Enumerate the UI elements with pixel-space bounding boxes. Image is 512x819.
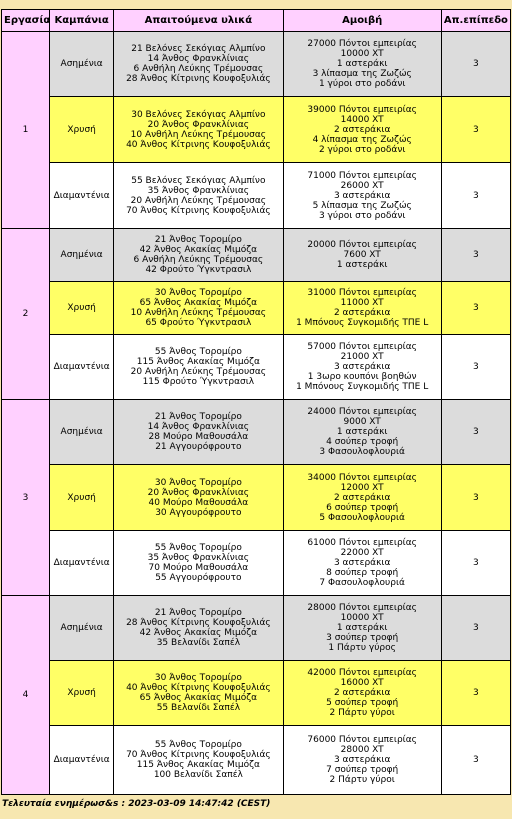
header-campaign: Καμπάνια	[50, 10, 113, 31]
required-level: 3	[442, 229, 510, 281]
material-item: 21 Άνθος Τορομίρο	[154, 608, 242, 618]
header-row	[2, 10, 510, 31]
material-item: 21 Άνθος Τορομίρο	[154, 412, 242, 422]
required-materials	[114, 335, 282, 399]
reward-item: 3 αστεράκια	[333, 362, 391, 372]
required-materials	[114, 97, 282, 162]
material-item: 30 Άνθος Τορομίρο	[154, 673, 242, 683]
material-item: 42 Φρούτο Ύγκντρασιλ	[145, 265, 252, 275]
reward-item: 16000 XT	[340, 678, 384, 688]
campaign-name: Διαμαντένια	[50, 531, 113, 595]
reward-item: 5 Φασουλοφλουριά	[319, 512, 405, 523]
material-item: 6 Ανθήλη Λεύκης Τρέμουσας	[133, 64, 264, 74]
reward-item: 76000 Πόντοι εμπειρίας	[307, 735, 417, 745]
material-item: 65 Άνθος Ακακίας Μιμόζα	[139, 693, 258, 703]
material-item: 28 Μούρο Μαθουσάλα	[148, 432, 249, 442]
header-reward: Αμοιβή	[284, 10, 441, 31]
reward-list	[284, 661, 441, 725]
material-item: 115 Άνθος Ακακίας Μιμόζα	[136, 357, 260, 367]
reward-item: 61000 Πόντοι εμπειρίας	[307, 538, 417, 548]
quest-3-gold-row	[2, 465, 510, 530]
quest-4-diamond-row	[2, 726, 510, 794]
campaign-name: Ασημένια	[50, 400, 113, 464]
reward-item: 10000 XT	[340, 49, 384, 59]
material-item: 35 Άνθος Φρανκλίνιας	[147, 185, 250, 196]
material-item: 115 Φρούτο Ύγκντρασιλ	[142, 377, 255, 387]
header-quest: Εργασία	[2, 10, 49, 31]
reward-list	[284, 531, 441, 595]
required-level: 3	[442, 400, 510, 464]
reward-list	[284, 229, 441, 281]
reward-item: 2 αστεράκια	[333, 124, 391, 135]
last-updated-footer: Τελευταία ενημέρωσ&s : 2023-03-09 14:47:42 (CEST)	[2, 799, 271, 809]
material-item: 6 Ανθήλη Λεύκης Τρέμουσας	[133, 255, 264, 265]
reward-item: 3 αστεράκια	[333, 558, 391, 568]
material-item: 42 Άνθος Ακακίας Μιμόζα	[139, 628, 258, 638]
material-item: 10 Ανθήλη Λεύκης Τρέμουσας	[130, 308, 267, 318]
reward-item: 20000 Πόντοι εμπειρίας	[307, 240, 417, 250]
reward-item: 2 γύροι στο ροδάνι	[318, 144, 406, 155]
quest-number: 3	[2, 400, 49, 595]
quest-table-body	[2, 32, 510, 794]
reward-item: 9000 XT	[343, 417, 381, 427]
reward-list	[284, 726, 441, 794]
required-level: 3	[442, 465, 510, 530]
reward-list	[284, 97, 441, 162]
reward-item: 2 Πάρτυ γύροι	[329, 775, 395, 785]
reward-item: 31000 Πόντοι εμπειρίας	[307, 288, 417, 298]
quest-4-silver-row	[2, 596, 510, 660]
material-item: 55 Άνθος Τορομίρο	[154, 347, 242, 357]
reward-item: 39000 Πόντοι εμπειρίας	[307, 104, 417, 115]
required-level: 3	[442, 282, 510, 334]
material-item: 70 Άνθος Κίτρινης Κουφοξυλιάς	[126, 750, 271, 760]
reward-item: 11000 XT	[340, 298, 384, 308]
quest-1-silver-row	[2, 32, 510, 96]
reward-item: 57000 Πόντοι εμπειρίας	[307, 342, 417, 352]
reward-item: 34000 Πόντοι εμπειρίας	[307, 472, 417, 483]
reward-list	[284, 335, 441, 399]
reward-item: 28000 Πόντοι εμπειρίας	[307, 603, 417, 613]
required-level: 3	[442, 163, 510, 228]
campaign-name: Χρυσή	[50, 661, 113, 725]
reward-item: 6 σούπερ τροφή	[326, 502, 399, 513]
reward-item: 27000 Πόντοι εμπειρίας	[307, 39, 417, 49]
reward-item: 8 σούπερ τροφή	[326, 568, 399, 578]
reward-item: 5 σούπερ τροφή	[326, 698, 399, 708]
reward-item: 12000 XT	[340, 482, 384, 493]
required-level: 3	[442, 531, 510, 595]
quest-number: 4	[2, 596, 49, 794]
reward-item: 1 Μπόνους Συγκομιδής ΤΠΕ L	[296, 382, 429, 392]
material-item: 20 Άνθος Φρανκλίνιας	[147, 119, 250, 130]
reward-item: 14000 XT	[340, 114, 384, 125]
reward-item: 2 Πάρτυ γύροι	[329, 708, 395, 718]
campaign-name: Διαμαντένια	[50, 335, 113, 399]
reward-list	[284, 400, 441, 464]
material-item: 28 Άνθος Κίτρινης Κουφοξυλιάς	[126, 618, 271, 628]
required-materials	[114, 400, 282, 464]
material-item: 14 Άνθος Φρανκλίνιας	[147, 422, 250, 432]
required-materials	[114, 229, 282, 281]
reward-item: 3 αστεράκια	[333, 190, 391, 201]
material-item: 20 Ανθήλη Λεύκης Τρέμουσας	[130, 195, 267, 206]
material-item: 30 Αγγουρόφρουτο	[155, 507, 242, 518]
required-materials	[114, 596, 282, 660]
reward-item: 3 αστεράκια	[333, 755, 391, 765]
material-item: 55 Άνθος Τορομίρο	[154, 740, 242, 750]
reward-item: 4 λίπασμα της Ζωζώς	[312, 134, 412, 145]
campaign-name: Ασημένια	[50, 596, 113, 660]
material-item: 35 Βελανίδι Σαπέλ	[156, 638, 241, 648]
required-level: 3	[442, 726, 510, 794]
quest-3-diamond-row	[2, 531, 510, 595]
campaign-name: Ασημένια	[50, 32, 113, 96]
campaign-name: Ασημένια	[50, 229, 113, 281]
reward-item: 21000 XT	[340, 352, 384, 362]
material-item: 55 Αγγουρόφρουτο	[155, 573, 242, 583]
reward-item: 1 Μπόνους Συγκομιδής ΤΠΕ L	[296, 318, 429, 328]
required-materials	[114, 465, 282, 530]
required-level: 3	[442, 596, 510, 660]
material-item: 40 Άνθος Κίτρινης Κουφοξυλιάς	[126, 139, 271, 150]
required-materials	[114, 163, 282, 228]
campaign-name: Διαμαντένια	[50, 163, 113, 228]
reward-list	[284, 163, 441, 228]
material-item: 21 Άνθος Τορομίρο	[154, 235, 242, 245]
reward-item: 1 αστεράκι	[336, 260, 388, 270]
reward-item: 3 γύροι στο ροδάνι	[318, 210, 406, 221]
reward-item: 1 αστεράκι	[336, 623, 388, 633]
campaign-name: Χρυσή	[50, 282, 113, 334]
reward-item: 71000 Πόντοι εμπειρίας	[307, 170, 417, 181]
material-item: 20 Ανθήλη Λεύκης Τρέμουσας	[130, 367, 267, 377]
material-item: 115 Άνθος Ακακίας Μιμόζα	[136, 760, 260, 770]
reward-item: 28000 XT	[340, 745, 384, 755]
required-materials	[114, 32, 282, 96]
reward-item: 7600 XT	[343, 250, 381, 260]
reward-item: 2 αστεράκια	[333, 492, 391, 503]
reward-item: 22000 XT	[340, 548, 384, 558]
reward-item: 10000 XT	[340, 613, 384, 623]
quest-number: 2	[2, 229, 49, 399]
header-level: Απ.επίπεδο	[442, 10, 510, 31]
reward-item: 7 Φασουλοφλουριά	[319, 578, 405, 588]
required-materials	[114, 282, 282, 334]
material-item: 35 Άνθος Φρανκλίνιας	[147, 553, 250, 563]
reward-item: 7 σούπερ τροφή	[326, 765, 399, 775]
reward-list	[284, 465, 441, 530]
reward-item: 1 αστεράκι	[336, 59, 388, 69]
reward-item: 1 γύροι στο ροδάνι	[318, 79, 406, 89]
campaign-name: Χρυσή	[50, 465, 113, 530]
quest-4-gold-row	[2, 661, 510, 725]
reward-list	[284, 596, 441, 660]
reward-item: 1 αστεράκι	[336, 427, 388, 437]
quest-1-gold-row	[2, 97, 510, 162]
material-item: 55 Βελόνες Σεκόγιας Αλμπίνο	[131, 175, 266, 186]
material-item: 42 Άνθος Ακακίας Μιμόζα	[139, 245, 258, 255]
material-item: 30 Βελόνες Σεκόγιας Αλμπίνο	[131, 109, 266, 120]
quest-table	[1, 9, 511, 795]
campaign-name: Διαμαντένια	[50, 726, 113, 794]
quest-2-gold-row	[2, 282, 510, 334]
material-item: 21 Αγγουρόφρουτο	[155, 442, 242, 452]
reward-list	[284, 282, 441, 334]
material-item: 100 Βελανίδι Σαπέλ	[153, 770, 243, 780]
reward-list	[284, 32, 441, 96]
material-item: 28 Άνθος Κίτρινης Κουφοξυλιάς	[126, 74, 271, 84]
required-level: 3	[442, 661, 510, 725]
required-materials	[114, 531, 282, 595]
material-item: 40 Μούρο Μαθουσάλα	[148, 497, 249, 508]
material-item: 30 Άνθος Τορομίρο	[154, 288, 242, 298]
header-materials: Απαιτούμενα υλικά	[114, 10, 282, 31]
reward-item: 3 σούπερ τροφή	[326, 633, 399, 643]
material-item: 70 Μούρο Μαθουσάλα	[148, 563, 249, 573]
reward-item: 24000 Πόντοι εμπειρίας	[307, 407, 417, 417]
reward-item: 2 αστεράκια	[333, 308, 391, 318]
required-level: 3	[442, 335, 510, 399]
reward-item: 4 σούπερ τροφή	[326, 437, 399, 447]
quest-3-silver-row	[2, 400, 510, 464]
required-materials	[114, 661, 282, 725]
reward-item: 2 αστεράκια	[333, 688, 391, 698]
reward-item: 1 3ωρο κουπόνι βοηθών	[307, 372, 417, 382]
material-item: 55 Άνθος Τορομίρο	[154, 543, 242, 553]
quest-1-diamond-row	[2, 163, 510, 228]
reward-item: 5 λίπασμα της Ζωζώς	[312, 200, 412, 211]
reward-item: 3 λίπασμα της Ζωζώς	[312, 69, 412, 79]
reward-item: 26000 XT	[340, 180, 384, 191]
material-item: 65 Άνθος Ακακίας Μιμόζα	[139, 298, 258, 308]
reward-item: 1 Πάρτυ γύρος	[328, 643, 396, 653]
material-item: 20 Άνθος Φρανκλίνιας	[147, 487, 250, 498]
required-level: 3	[442, 97, 510, 162]
material-item: 10 Ανθήλη Λεύκης Τρέμουσας	[130, 129, 267, 140]
material-item: 70 Άνθος Κίτρινης Κουφοξυλιάς	[126, 205, 271, 216]
quest-2-diamond-row	[2, 335, 510, 399]
material-item: 30 Άνθος Τορομίρο	[154, 477, 242, 488]
campaign-name: Χρυσή	[50, 97, 113, 162]
material-item: 40 Άνθος Κίτρινης Κουφοξυλιάς	[126, 683, 271, 693]
quest-number: 1	[2, 32, 49, 228]
material-item: 21 Βελόνες Σεκόγιας Αλμπίνο	[131, 44, 266, 54]
material-item: 55 Βελανίδι Σαπέλ	[156, 703, 241, 713]
reward-item: 42000 Πόντοι εμπειρίας	[307, 668, 417, 678]
required-level: 3	[442, 32, 510, 96]
material-item: 14 Άνθος Φρανκλίνιας	[147, 54, 250, 64]
required-materials	[114, 726, 282, 794]
reward-item: 3 Φασουλοφλουριά	[319, 447, 405, 457]
material-item: 65 Φρούτο Ύγκντρασιλ	[145, 318, 252, 328]
quest-2-silver-row	[2, 229, 510, 281]
